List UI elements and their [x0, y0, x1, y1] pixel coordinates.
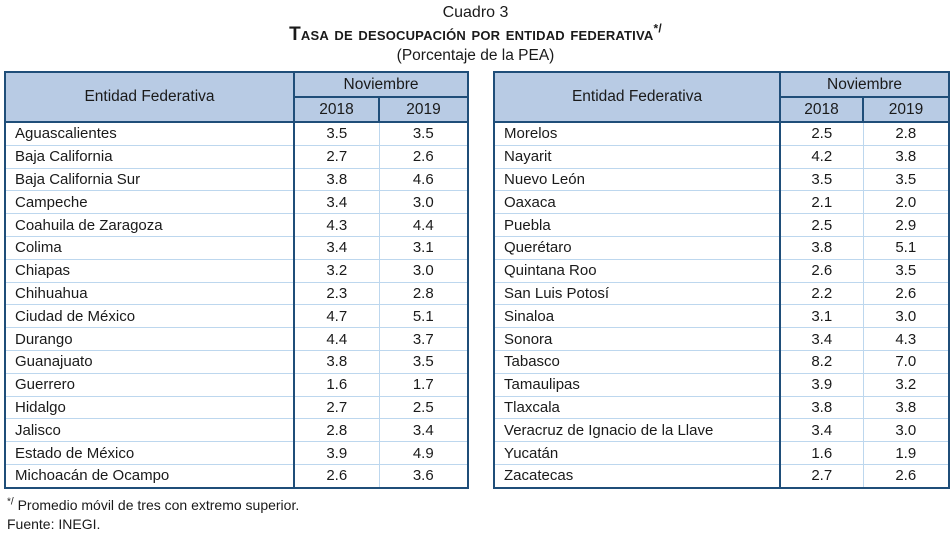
value-2019-cell: 5.1	[379, 305, 468, 328]
table-row	[5, 214, 468, 237]
value-2018-cell: 2.2	[780, 282, 863, 305]
value-2018-cell: 3.5	[294, 122, 379, 145]
entity-cell: Yucatán	[494, 442, 780, 465]
entity-cell: Sonora	[494, 328, 780, 351]
table-row	[494, 236, 949, 259]
title-note-marker: */	[653, 21, 662, 36]
value-2018-cell: 3.2	[294, 259, 379, 282]
value-2018-cell: 2.7	[811, 467, 833, 485]
footnote-source: Fuente: INEGI.	[7, 515, 101, 532]
table-row	[494, 191, 949, 214]
table-row	[494, 259, 949, 282]
value-2018-cell: 2.6	[326, 467, 348, 485]
entity-cell: Jalisco	[5, 419, 294, 442]
table-row	[494, 396, 949, 419]
value-2019-cell: 2.6	[863, 282, 949, 305]
value-2018-cell: 3.8	[294, 168, 379, 191]
year-2018-header: 2018	[294, 97, 379, 122]
value-2018-cell: 2.7	[294, 145, 379, 168]
table-row	[5, 145, 468, 168]
value-2018-cell: 4.4	[294, 328, 379, 351]
value-2018-cell: 2.5	[780, 214, 863, 237]
value-2018-cell: 2.1	[780, 191, 863, 214]
table-header-left	[5, 72, 468, 122]
table-row	[5, 282, 468, 305]
table-row	[5, 259, 468, 282]
entity-cell: Coahuila de Zaragoza	[5, 214, 294, 237]
value-2018-cell: 2.8	[294, 419, 379, 442]
value-2019-cell: 5.1	[863, 236, 949, 259]
entity-cell: Baja California	[5, 145, 294, 168]
table-row	[5, 168, 468, 191]
table-row	[5, 464, 468, 487]
entity-cell: Chiapas	[5, 259, 294, 282]
value-2019-cell: 3.8	[863, 145, 949, 168]
table-row	[5, 191, 468, 214]
table-row	[494, 328, 949, 351]
table-title	[0, 23, 951, 46]
table-row	[494, 464, 949, 487]
year-2019-header: 2019	[863, 97, 949, 122]
value-2019-cell: 4.3	[863, 328, 949, 351]
table-row	[5, 122, 468, 145]
value-2019-cell: 2.0	[863, 191, 949, 214]
month-column-header: Noviembre	[294, 72, 468, 97]
value-2019-cell: 3.0	[863, 419, 949, 442]
table-subtitle: (Porcentaje de la PEA)	[396, 47, 555, 64]
value-2018-cell: 4.7	[294, 305, 379, 328]
table-body-right	[494, 122, 949, 488]
entity-cell: Guerrero	[5, 373, 294, 396]
value-2019-cell: 3.5	[379, 350, 468, 373]
value-2019-cell: 3.0	[379, 259, 468, 282]
entity-column-header: Entidad Federativa	[5, 72, 294, 122]
value-2018-cell: 3.8	[780, 236, 863, 259]
value-2019-cell: 3.6	[379, 464, 468, 487]
value-2018-cell: 3.9	[294, 442, 379, 465]
table-row	[494, 168, 949, 191]
value-2018-cell: 2.5	[780, 122, 863, 145]
value-2018-cell: 3.8	[780, 396, 863, 419]
table-row	[494, 442, 949, 465]
table-row	[494, 350, 949, 373]
value-2018-cell: 3.8	[294, 350, 379, 373]
table-row	[5, 396, 468, 419]
table-row	[5, 373, 468, 396]
value-2018-cell: 3.9	[780, 373, 863, 396]
entity-cell: Puebla	[494, 214, 780, 237]
unemployment-table-right	[493, 71, 950, 489]
value-2019-cell: 2.9	[863, 214, 949, 237]
table-caption: Cuadro 3	[442, 4, 509, 21]
year-2018-header: 2018	[780, 97, 863, 122]
value-2018-cell: 3.5	[780, 168, 863, 191]
value-2019-cell: 4.4	[379, 214, 468, 237]
value-2018-cell: 3.4	[780, 328, 863, 351]
value-2018-cell: 3.4	[294, 191, 379, 214]
value-2019-cell: 4.9	[379, 442, 468, 465]
footnote-marker: */	[7, 496, 14, 508]
value-2019-cell: 2.8	[379, 282, 468, 305]
entity-cell: Hidalgo	[5, 396, 294, 419]
value-2018-cell: 3.4	[294, 236, 379, 259]
value-2018-cell: 8.2	[780, 350, 863, 373]
table-row	[5, 305, 468, 328]
entity-cell: Morelos	[494, 122, 780, 145]
entity-cell: Nuevo León	[494, 168, 780, 191]
footnote-text: Promedio móvil de tres con extremo superior.	[17, 496, 300, 513]
value-2019-cell: 3.5	[863, 259, 949, 282]
table-row	[5, 419, 468, 442]
value-2018-cell: 3.1	[780, 305, 863, 328]
value-2019-cell: 3.4	[379, 419, 468, 442]
entity-cell: Sinaloa	[494, 305, 780, 328]
value-2018-cell: 2.6	[780, 259, 863, 282]
tables-container	[4, 71, 951, 489]
entity-cell: Guanajuato	[5, 350, 294, 373]
value-2018-cell: 1.6	[780, 442, 863, 465]
table-header-right	[494, 72, 949, 122]
value-2019-cell: 3.1	[379, 236, 468, 259]
value-2019-cell: 3.5	[863, 168, 949, 191]
entity-cell: Tamaulipas	[494, 373, 780, 396]
entity-cell: Nayarit	[494, 145, 780, 168]
value-2019-cell: 3.8	[863, 396, 949, 419]
table-row	[5, 236, 468, 259]
table-row	[494, 419, 949, 442]
entity-cell: Campeche	[5, 191, 294, 214]
value-2019-cell: 1.7	[379, 373, 468, 396]
entity-cell: Querétaro	[494, 236, 780, 259]
table-row	[5, 442, 468, 465]
entity-cell: Zacatecas	[494, 464, 780, 487]
table-row	[494, 145, 949, 168]
entity-cell: Aguascalientes	[5, 122, 294, 145]
value-2019-cell: 2.8	[863, 122, 949, 145]
table-title-text: Tasa de desocupación por entidad federativa	[289, 24, 654, 45]
entity-cell: Veracruz de Ignacio de la Llave	[494, 419, 780, 442]
entity-cell: Tabasco	[494, 350, 780, 373]
value-2019-cell: 4.6	[379, 168, 468, 191]
entity-cell: Michoacán de Ocampo	[5, 464, 294, 487]
value-2019-cell: 2.5	[379, 396, 468, 419]
entity-cell: Baja California Sur	[5, 168, 294, 191]
value-2018-cell: 4.2	[780, 145, 863, 168]
entity-cell: Oaxaca	[494, 191, 780, 214]
unemployment-table-left	[4, 71, 469, 489]
entity-cell: Durango	[5, 328, 294, 351]
value-2019-cell: 3.2	[863, 373, 949, 396]
entity-column-header: Entidad Federativa	[494, 72, 780, 122]
table-row	[494, 305, 949, 328]
entity-cell: Ciudad de México	[5, 305, 294, 328]
value-2018-cell: 2.7	[294, 396, 379, 419]
entity-cell: Quintana Roo	[494, 259, 780, 282]
footnote-definition	[7, 496, 951, 515]
value-2019-cell: 3.5	[379, 122, 468, 145]
entity-cell: Tlaxcala	[494, 396, 780, 419]
value-2019-cell: 3.0	[379, 191, 468, 214]
table-row	[5, 328, 468, 351]
entity-cell: Colima	[5, 236, 294, 259]
table-row	[494, 282, 949, 305]
table-row	[494, 373, 949, 396]
entity-cell: San Luis Potosí	[494, 282, 780, 305]
value-2018-cell: 1.6	[294, 373, 379, 396]
value-2019-cell: 7.0	[863, 350, 949, 373]
footnotes-block	[7, 496, 951, 534]
month-column-header: Noviembre	[780, 72, 949, 97]
value-2019-cell: 3.7	[379, 328, 468, 351]
table-row	[494, 214, 949, 237]
table-body-left	[5, 122, 468, 488]
value-2019-cell: 2.6	[379, 145, 468, 168]
value-2019-cell: 3.0	[863, 305, 949, 328]
entity-cell: Chihuahua	[5, 282, 294, 305]
entity-cell: Estado de México	[5, 442, 294, 465]
title-block	[0, 0, 951, 65]
value-2018-cell: 2.3	[294, 282, 379, 305]
table-row	[5, 350, 468, 373]
table-row	[494, 122, 949, 145]
value-2019-cell: 1.9	[863, 442, 949, 465]
year-2019-header: 2019	[379, 97, 468, 122]
value-2019-cell: 2.6	[863, 464, 949, 487]
value-2018-cell: 4.3	[294, 214, 379, 237]
value-2018-cell: 3.4	[780, 419, 863, 442]
